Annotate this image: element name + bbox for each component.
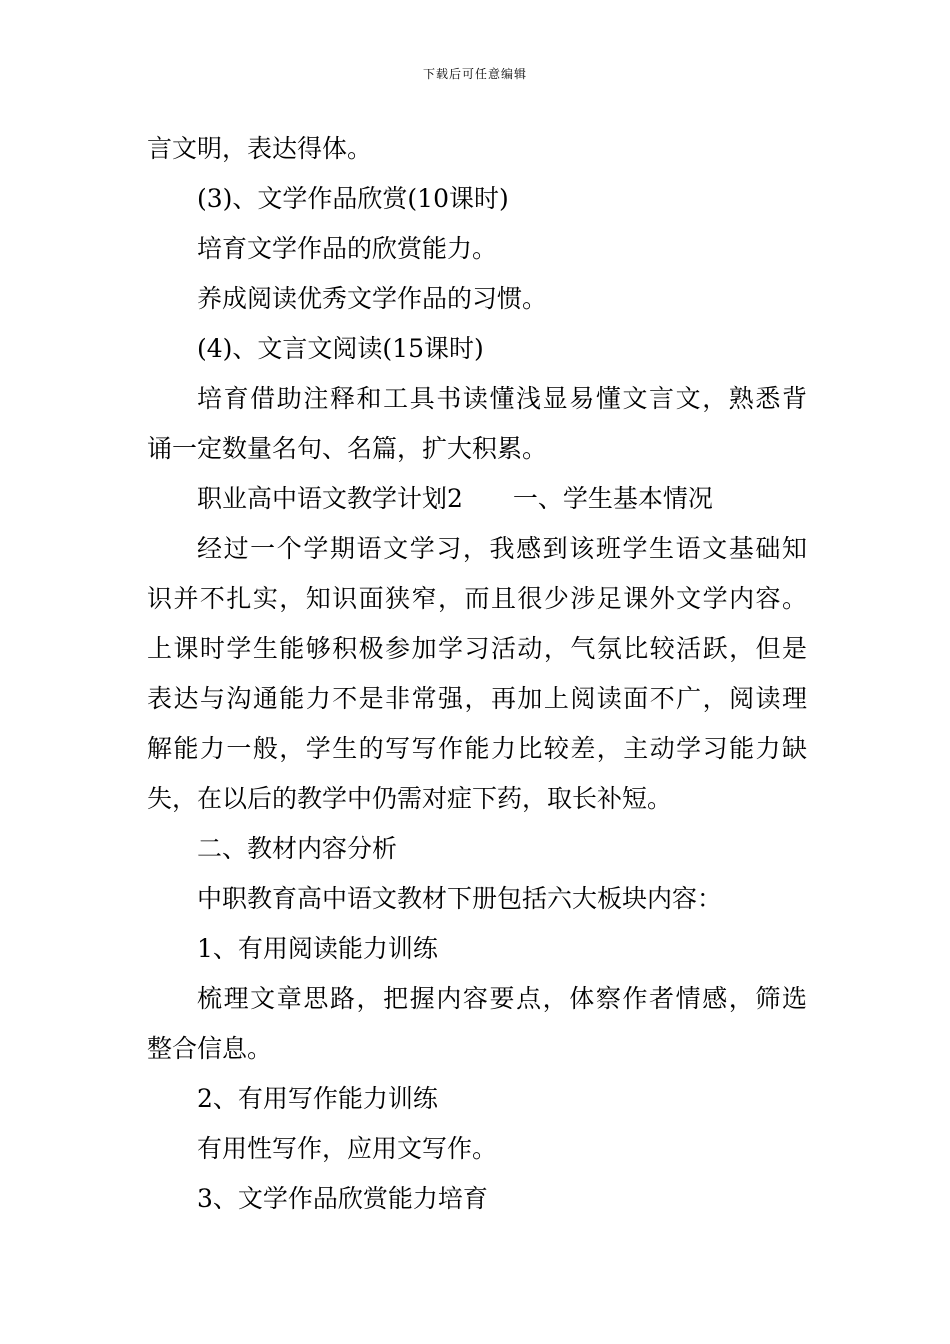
text-line: 二、教材内容分析 [197, 834, 398, 863]
page-header: 下载后可任意编辑 [422, 67, 527, 81]
text-line: 经过一个学期语文学习，我感到该班学生语文基础知 [197, 534, 807, 563]
text-line: (3)、文学作品欣赏(10课时) [197, 184, 509, 213]
text-line: 职业高中语文教学计划2 一、学生基本情况 [197, 484, 713, 513]
text-line: 失，在以后的教学中仍需对症下药，取长补短。 [147, 784, 673, 813]
text-line: 养成阅读优秀文学作品的习惯。 [197, 284, 548, 313]
text-line: 培育借助注释和工具书读懂浅显易懂文言文，熟悉背 [197, 384, 807, 413]
text-line: 言文明，表达得体。 [147, 134, 373, 163]
text-line: 有用性写作，应用文写作。 [197, 1134, 498, 1163]
text-line: 中职教育高中语文教材下册包括六大板块内容： [197, 884, 723, 913]
text-line: (4)、文言文阅读(15课时) [197, 334, 484, 363]
text-line: 表达与沟通能力不是非常强，再加上阅读面不广，阅读理 [147, 684, 807, 713]
text-line: 识并不扎实，知识面狭窄，而且很少涉足课外文学内容。 [147, 584, 807, 613]
text-line: 上课时学生能够积极参加学习活动，气氛比较活跃，但是 [147, 634, 807, 663]
text-line: 诵一定数量名句、名篇，扩大积累。 [147, 434, 548, 463]
text-line: 3、文学作品欣赏能力培育 [197, 1184, 488, 1213]
text-line: 培育文学作品的欣赏能力。 [197, 234, 498, 263]
text-line: 2、有用写作能力训练 [197, 1084, 438, 1113]
text-line: 整合信息。 [147, 1034, 273, 1063]
document-body [147, 124, 807, 1224]
text-line: 梳理文章思路，把握内容要点，体察作者情感，筛选 [197, 984, 807, 1013]
text-line: 解能力一般，学生的写写作能力比较差，主动学习能力缺 [147, 734, 807, 763]
text-line: 1、有用阅读能力训练 [197, 934, 438, 963]
